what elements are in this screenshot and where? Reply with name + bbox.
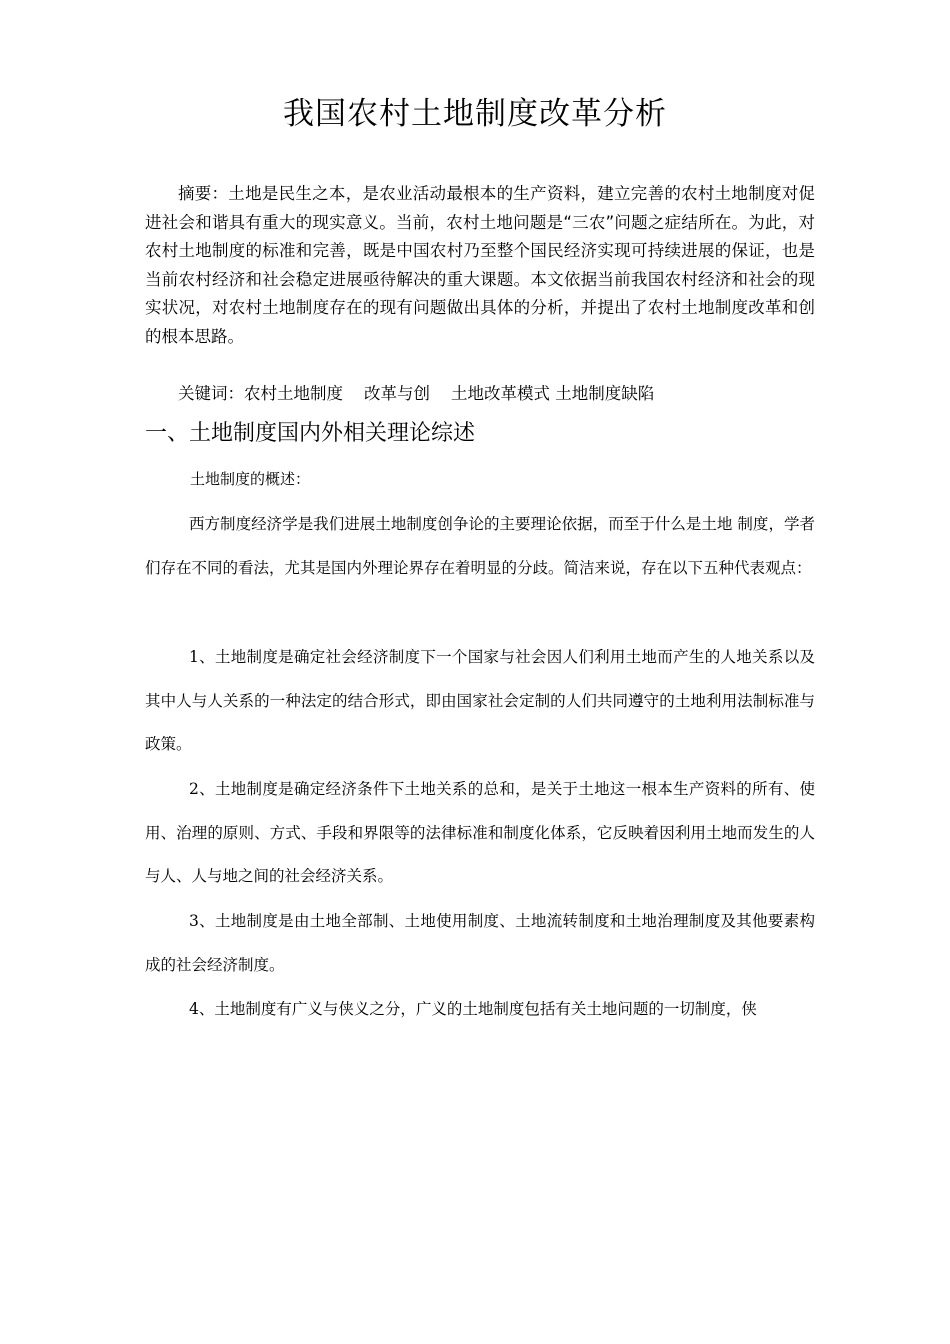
subsection-heading: 土地制度的概述： xyxy=(190,470,311,488)
body-paragraph: 3、土地制度是由土地全部制、土地使用制度、土地流转制度和土地治理制度及其他要素构成的社会经济制度。 xyxy=(145,912,815,974)
body-paragraph: 4、土地制度有广义与侠义之分，广义的土地制度包括有关土地问题的一切制度，侠 xyxy=(189,1000,757,1018)
document-title: 我国农村土地制度改革分析 xyxy=(283,96,667,132)
body-paragraph: 2、土地制度是确定经济条件下土地关系的总和，是关于土地这一根本生产资料的所有、使用、治理的原则、方式、手段和界限等的法律标准和制度化体系，它反映着因利用土地而发生的人与人、人与地之间的社会经济关系。 xyxy=(145,780,815,885)
body-paragraph: 1、土地制度是确定社会经济制度下一个国家与社会因人们利用土地而产生的人地关系以及其中人与人关系的一种法定的结合形式，即由国家社会定制的人们共同遵守的土地利用法制标准与政策。 xyxy=(145,648,815,753)
keywords-line: 关键词：农村土地制度 改革与创 土地改革模式 土地制度缺陷 xyxy=(178,384,655,403)
body-paragraph: 西方制度经济学是我们进展土地制度创争论的主要理论依据，而至于什么是土地 制度，学者们存在不同的看法，尤其是国内外理论界存在着明显的分歧。简洁来说，存在以下五种代表观点： xyxy=(145,515,815,577)
abstract-paragraph: 摘要：土地是民生之本，是农业活动最根本的生产资料，建立完善的农村土地制度对促 进社会和谐具有重大的现实意义。当前，农村土地问题是“三农”问题之症结所在。为此，对农村土地制度的标准和完善，既是中国农村乃至整个国民经济实现可持续进展的保证，也是 当前农村经济和社会稳定进展亟待解决的重大课题。本文依据当前我国农村经济和社会的现 实状况，对农村土地制度存在的现有问题做出具体的分析，并提出了农村土地制度改革和创 的根本思路。 xyxy=(145,184,815,346)
section-heading: 一、土地制度国内外相关理论综述 xyxy=(145,421,476,446)
